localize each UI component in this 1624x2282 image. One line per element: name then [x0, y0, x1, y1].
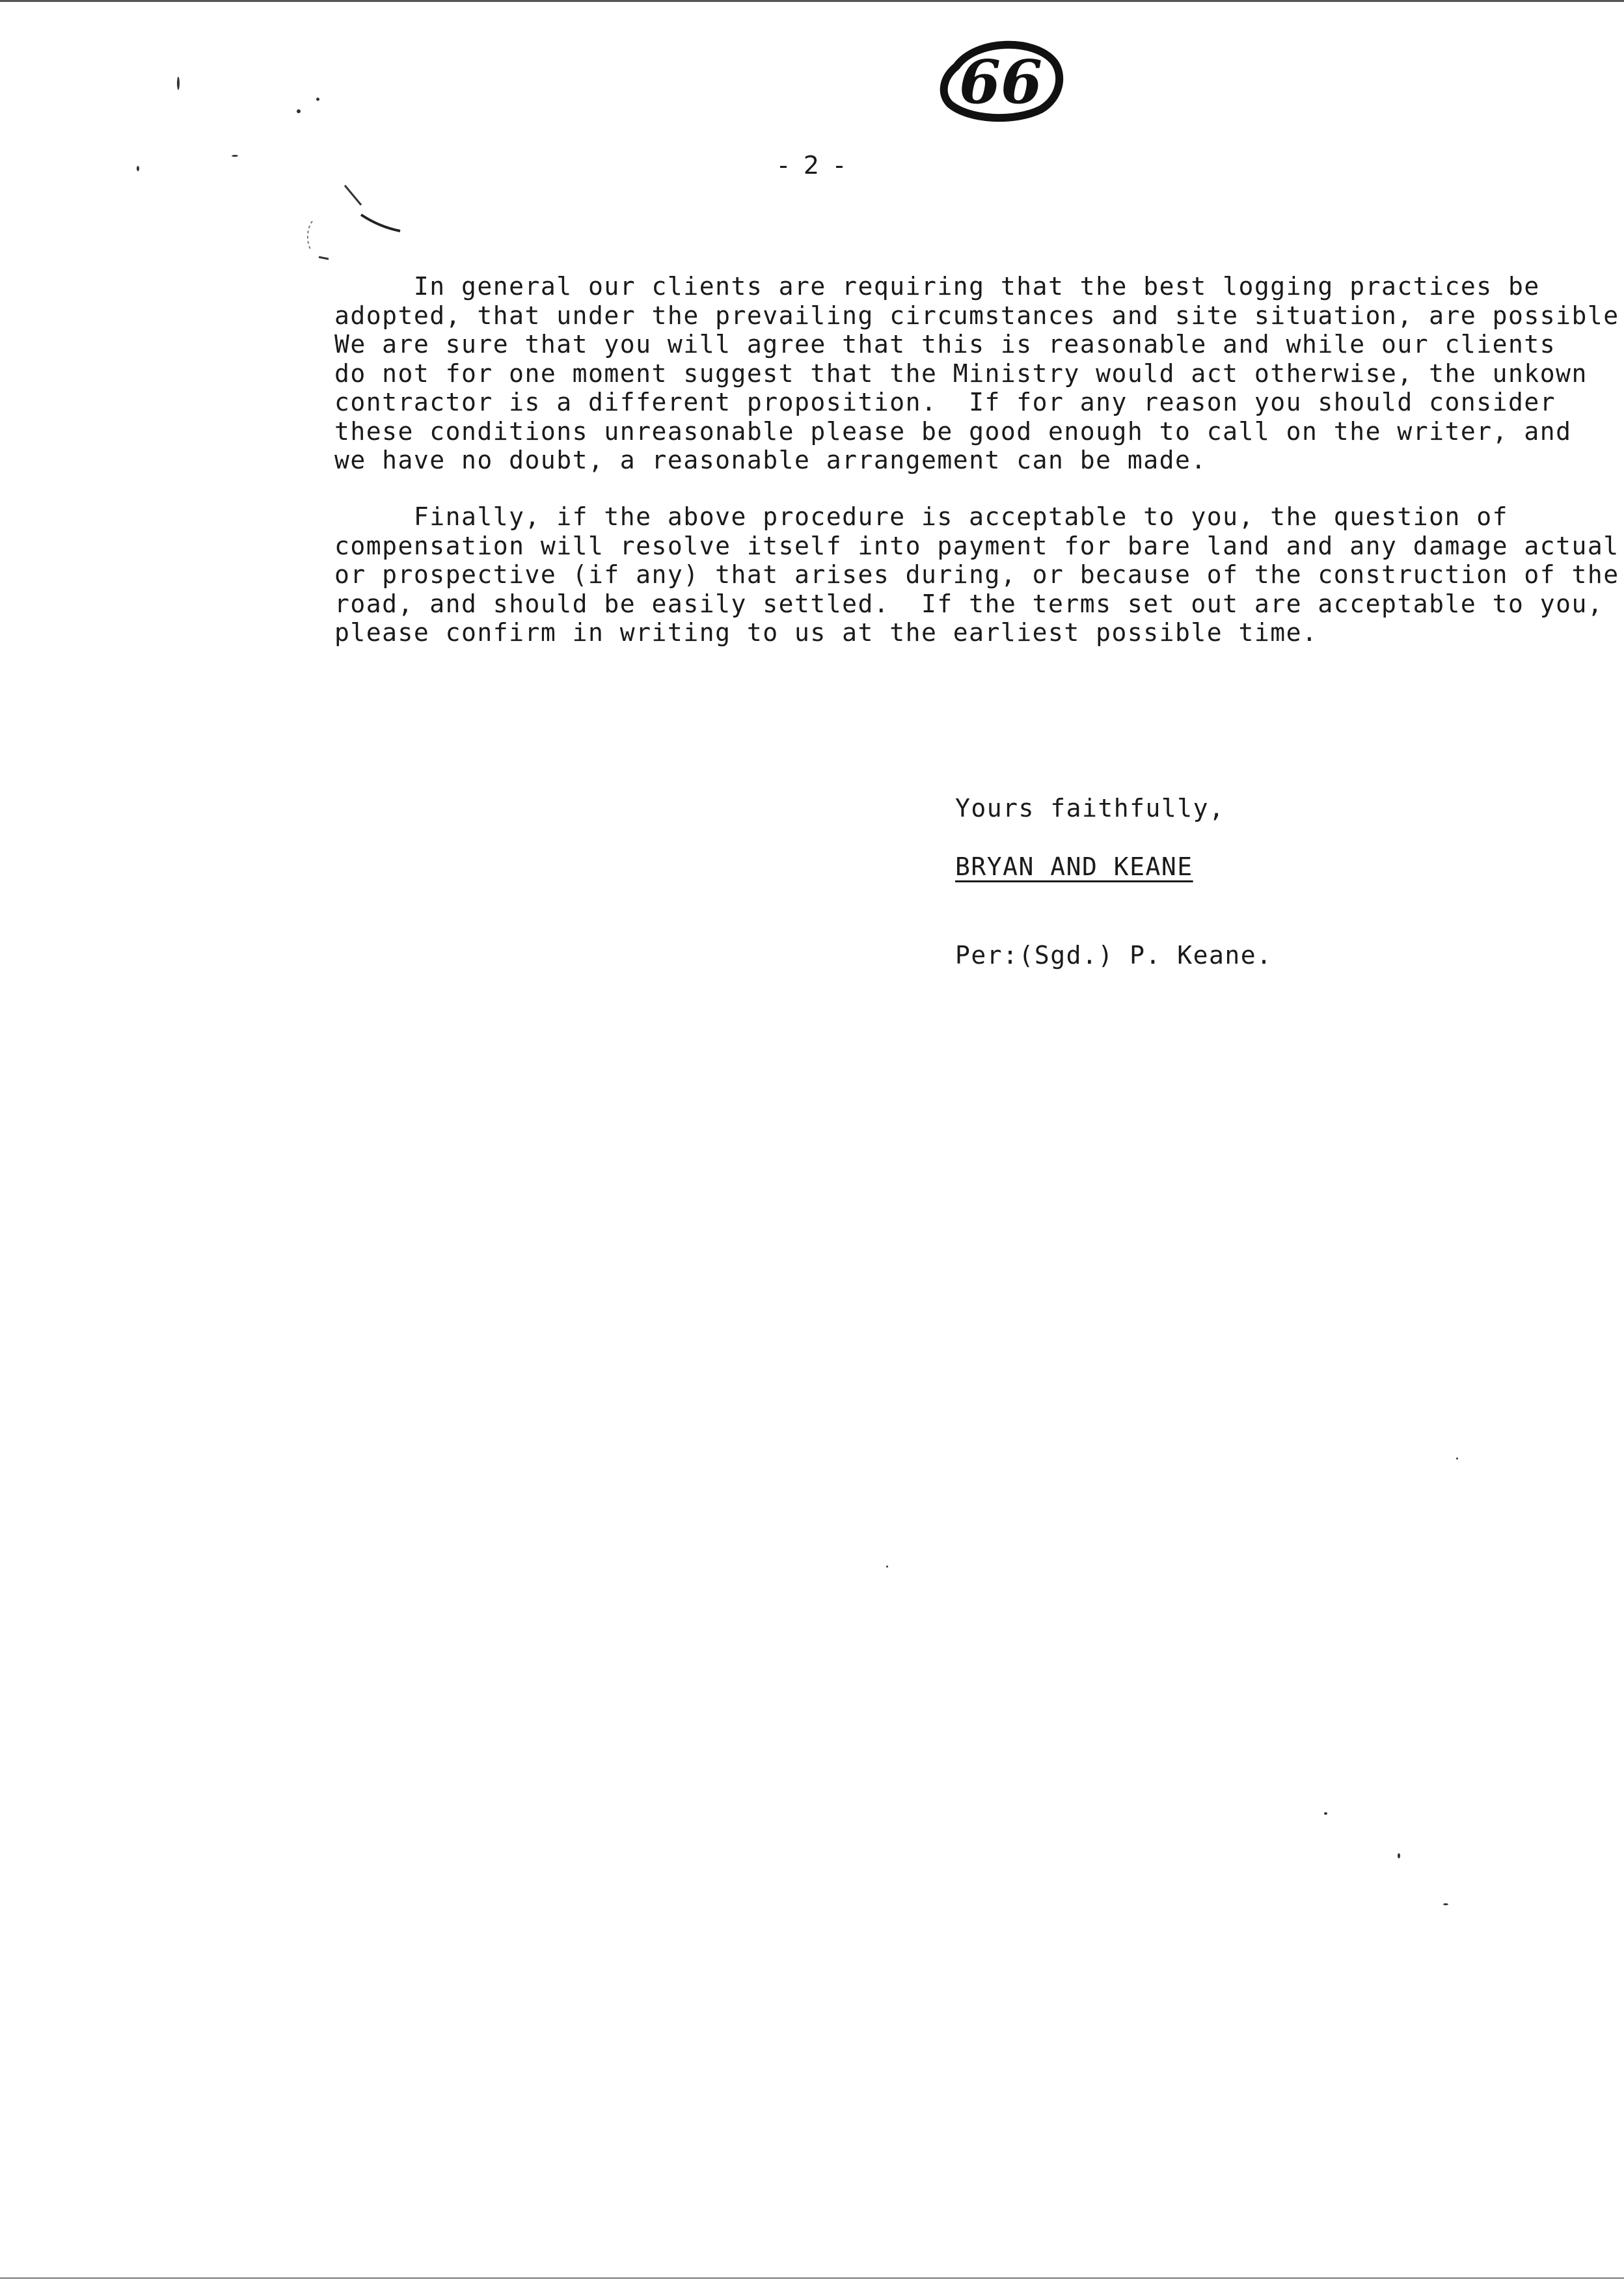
text-line: these conditions unreasonable please be good enough to call on the writer, and: [334, 416, 1572, 446]
page-top-edge: [0, 0, 1624, 2]
text-line: In general our clients are requiring that the best logging practices be: [334, 272, 1540, 301]
scan-speck: [1324, 1812, 1327, 1815]
text-line: or prospective (if any) that arises during, or because of the construction of the: [334, 560, 1619, 589]
page-stamp: [930, 26, 1067, 124]
text-line: we have no doubt, a reasonable arrangement can be made.: [334, 446, 1207, 474]
text-line: We are sure that you will agree that this is reasonable and while our clients: [334, 330, 1556, 359]
scan-speck: [232, 155, 238, 157]
scan-speck: [886, 1566, 888, 1568]
text-line: compensation will resolve itself into payment for bare land and any damage actual: [334, 531, 1619, 560]
text-line: please confirm in writing to us at the earliest possible time.: [334, 618, 1318, 647]
scan-speck: [297, 109, 301, 113]
text-line: contractor is a different proposition. If for any reason you should consider: [334, 388, 1556, 416]
scan-speck: [177, 77, 180, 90]
text-line: adopted, that under the prevailing circumstances and site situation, are possible: [334, 301, 1619, 330]
scan-speck: [1443, 1903, 1448, 1905]
scan-mark: [299, 182, 410, 267]
closing-salutation: Yours faithfully,: [955, 794, 1225, 822]
page-stamp-number: 66: [958, 47, 1043, 117]
body-paragraph-1: [334, 272, 1619, 475]
firm-name: BRYAN AND KEANE: [955, 852, 1193, 881]
page-bottom-edge: [0, 2277, 1624, 2279]
text-line: Finally, if the above procedure is acceptable to you, the question of: [334, 502, 1508, 531]
page-number: - 2 -: [779, 151, 848, 180]
scan-speck: [1398, 1853, 1400, 1858]
scan-speck: [1456, 1458, 1458, 1460]
text-line: road, and should be easily settled. If the terms set out are acceptable to you,: [334, 589, 1604, 618]
scan-speck: [137, 166, 139, 171]
signatory: Per:(Sgd.) P. Keane.: [955, 941, 1273, 970]
text-line: do not for one moment suggest that the Ministry would act otherwise, the unkown: [334, 359, 1588, 388]
body-paragraph-2: [334, 502, 1619, 647]
scan-speck: [316, 98, 319, 101]
